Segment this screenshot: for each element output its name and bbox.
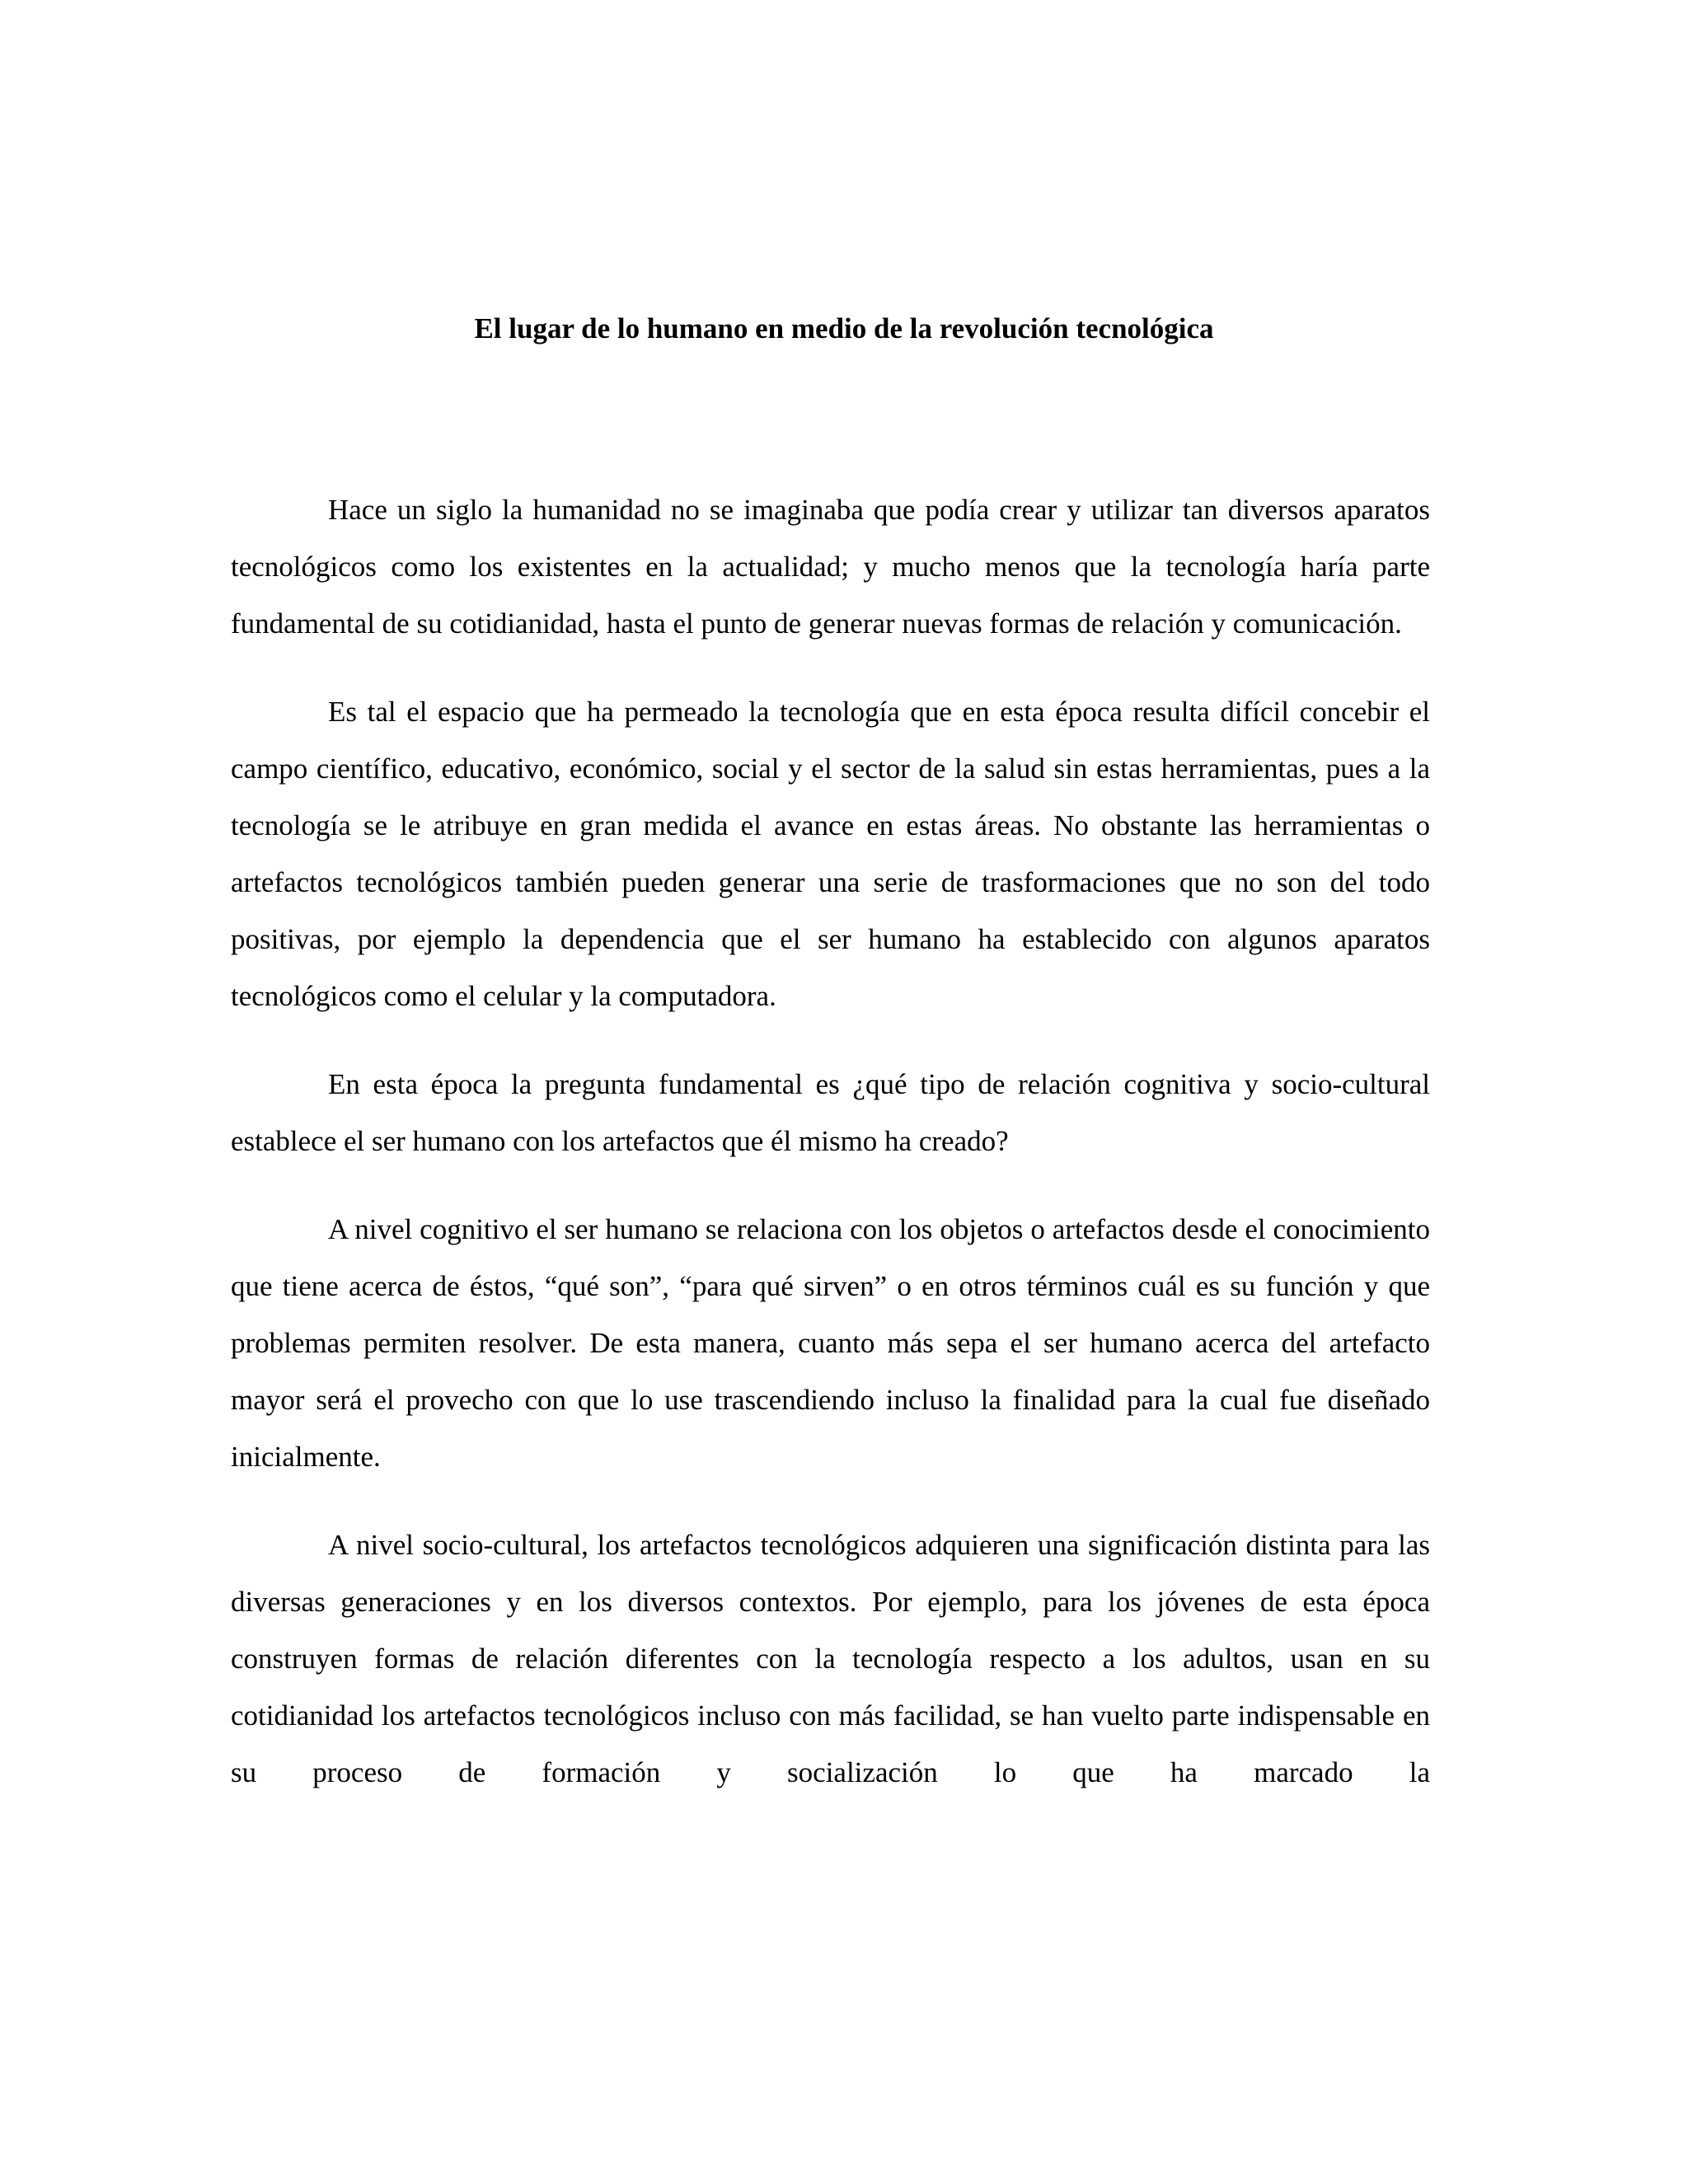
paragraph-5: A nivel socio-cultural, los artefactos tecnológicos adquieren una significación distinta para las diversas generaciones y en los diversos contextos. Por ejemplo, para los jóvenes de esta época construyen formas de relación diferentes con la tecnología respecto a los adultos, usan en su cotidianidad los artefactos tecnológicos incluso con más facilidad, se han vuelto parte indispensable en su proceso de formación y socialización lo que ha marcado la	[231, 1529, 1430, 1788]
paragraph-3: En esta época la pregunta fundamental es ¿qué tipo de relación cognitiva y socio-cultural establece el ser humano con los artefactos que él mismo ha creado?	[231, 1068, 1430, 1157]
paragraph-2: Es tal el espacio que ha permeado la tecnología que en esta época resulta difícil concebir el campo científico, educativo, económico, social y el sector de la salud sin estas herramientas, pues a la tecnología se le atribuye en gran medida el avance en estas áreas. No obstante las herramientas o artefactos tecnológicos también pueden generar una serie de trasformaciones que no son del todo positivas, por ejemplo la dependencia que el ser humano ha establecido con algunos aparatos tecnológicos como el celular y la computadora.	[231, 696, 1430, 1012]
document-body	[231, 481, 1430, 1832]
paragraph-4: A nivel cognitivo el ser humano se relaciona con los objetos o artefactos desde el conocimiento que tiene acerca de éstos, “qué son”, “para qué sirven” o en otros términos cuál es su función y que problemas permiten resolver. De esta manera, cuanto más sepa el ser humano acerca del artefacto mayor será el provecho con que lo use trascendiendo incluso la finalidad para la cual fue diseñado inicialmente.	[231, 1213, 1430, 1473]
paragraph-1: Hace un siglo la humanidad no se imaginaba que podía crear y utilizar tan diversos aparatos tecnológicos como los existentes en la actualidad; y mucho menos que la tecnología haría parte fundamental de su cotidianidad, hasta el punto de generar nuevas formas de relación y comunicación.	[231, 494, 1430, 640]
document-title: El lugar de lo humano en medio de la revolución tecnológica	[474, 312, 1214, 344]
